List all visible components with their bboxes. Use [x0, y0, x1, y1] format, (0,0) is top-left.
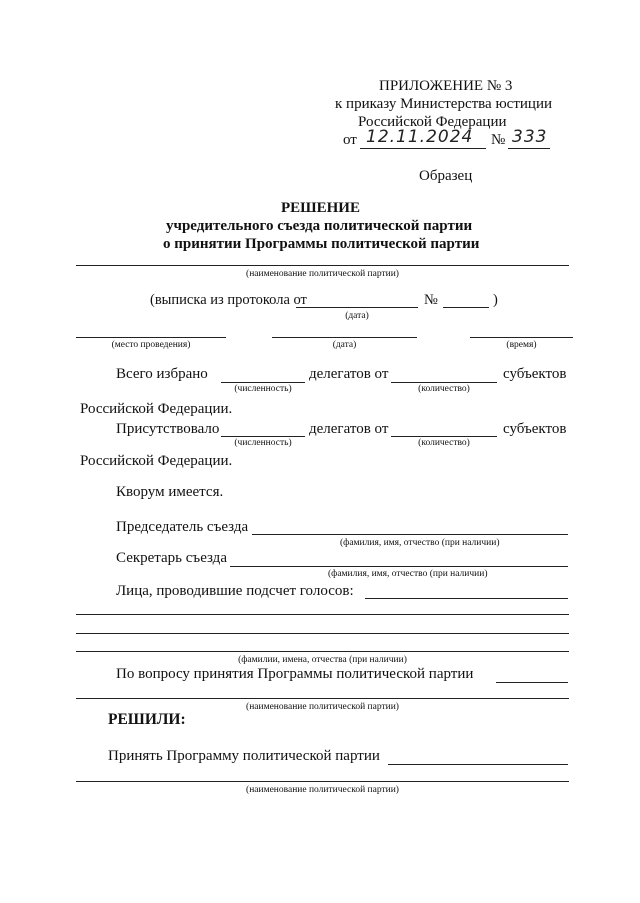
extract-close: ): [493, 292, 498, 308]
present-label: Присутствовало: [116, 421, 220, 437]
present-rf: Российской Федерации.: [80, 453, 233, 469]
present-count-caption: (численность): [234, 438, 292, 448]
elected-label: Всего избрано: [116, 366, 208, 382]
resolved-label: РЕШИЛИ:: [108, 711, 186, 728]
elected-count-caption: (численность): [234, 384, 292, 394]
secretary-line[interactable]: [230, 566, 568, 567]
party-name-line[interactable]: [76, 265, 569, 266]
present-count-line[interactable]: [221, 436, 305, 437]
place-line[interactable]: [76, 337, 226, 338]
elected-delegates-from: делегатов от: [309, 366, 389, 382]
accept-line-1[interactable]: [388, 764, 568, 765]
quorum-text: Кворум имеется.: [116, 484, 224, 500]
sample-label: Образец: [419, 168, 473, 184]
party-name-caption: (наименование политической партии): [246, 269, 399, 279]
decision-subtitle-1: учредительного съезда политической партии: [166, 218, 473, 234]
counters-label: Лица, проводившие подсчет голосов:: [116, 583, 354, 599]
present-delegates-from: делегатов от: [309, 421, 389, 437]
place-caption: (место проведения): [111, 340, 191, 350]
decision-title: РЕШЕНИЕ: [281, 200, 360, 216]
meeting-date-line[interactable]: [272, 337, 417, 338]
secretary-label: Секретарь съезда: [116, 550, 227, 566]
question-caption: (наименование политической партии): [246, 702, 399, 712]
appendix-date-line: [360, 148, 486, 149]
elected-count-line[interactable]: [221, 382, 305, 383]
elected-quantity-caption: (количество): [418, 384, 470, 394]
accept-line-2[interactable]: [76, 781, 569, 782]
chairman-caption: (фамилия, имя, отчество (при наличии): [340, 538, 500, 548]
elected-rf: Российской Федерации.: [80, 401, 233, 417]
decision-subtitle-2: о принятии Программы политической партии: [163, 236, 480, 252]
appendix-number-line: [508, 148, 550, 149]
present-subjects: субъектов: [503, 421, 567, 437]
extract-label: (выписка из протокола от: [150, 292, 307, 308]
appendix-title: ПРИЛОЖЕНИЕ № 3: [379, 78, 513, 94]
appendix-order-line: к приказу Министерства юстиции: [335, 96, 552, 112]
counters-caption: (фамилии, имена, отчества (при наличии): [238, 655, 407, 665]
accept-label: Принять Программу политической партии: [108, 748, 380, 764]
time-line[interactable]: [470, 337, 573, 338]
extract-date-line[interactable]: [296, 307, 418, 308]
counters-line-1[interactable]: [365, 598, 568, 599]
extract-number-line[interactable]: [443, 307, 489, 308]
appendix-number-handwritten: 333: [512, 127, 548, 147]
elected-subjects: субъектов: [503, 366, 567, 382]
accept-caption: (наименование политической партии): [246, 785, 399, 795]
question-line-2[interactable]: [76, 698, 569, 699]
appendix-from-label: от: [343, 132, 357, 148]
meeting-date-caption: (дата): [332, 340, 357, 350]
present-quantity-caption: (количество): [418, 438, 470, 448]
chairman-label: Председатель съезда: [116, 519, 249, 535]
elected-quantity-line[interactable]: [391, 382, 497, 383]
counters-line-4[interactable]: [76, 651, 569, 652]
question-label: По вопросу принятия Программы политической партии: [116, 666, 474, 682]
appendix-no-label: №: [491, 132, 506, 148]
question-line-1[interactable]: [496, 682, 568, 683]
appendix-ministry-line: Российской Федерации: [358, 114, 507, 130]
appendix-date-handwritten: 12.11.2024: [366, 127, 474, 147]
counters-line-3[interactable]: [76, 633, 569, 634]
chairman-line[interactable]: [252, 534, 568, 535]
time-caption: (время): [506, 340, 537, 350]
counters-line-2[interactable]: [76, 614, 569, 615]
present-quantity-line[interactable]: [391, 436, 497, 437]
secretary-caption: (фамилия, имя, отчество (при наличии): [328, 569, 488, 579]
extract-no-label: №: [424, 292, 438, 308]
extract-date-caption: (дата): [345, 311, 369, 321]
